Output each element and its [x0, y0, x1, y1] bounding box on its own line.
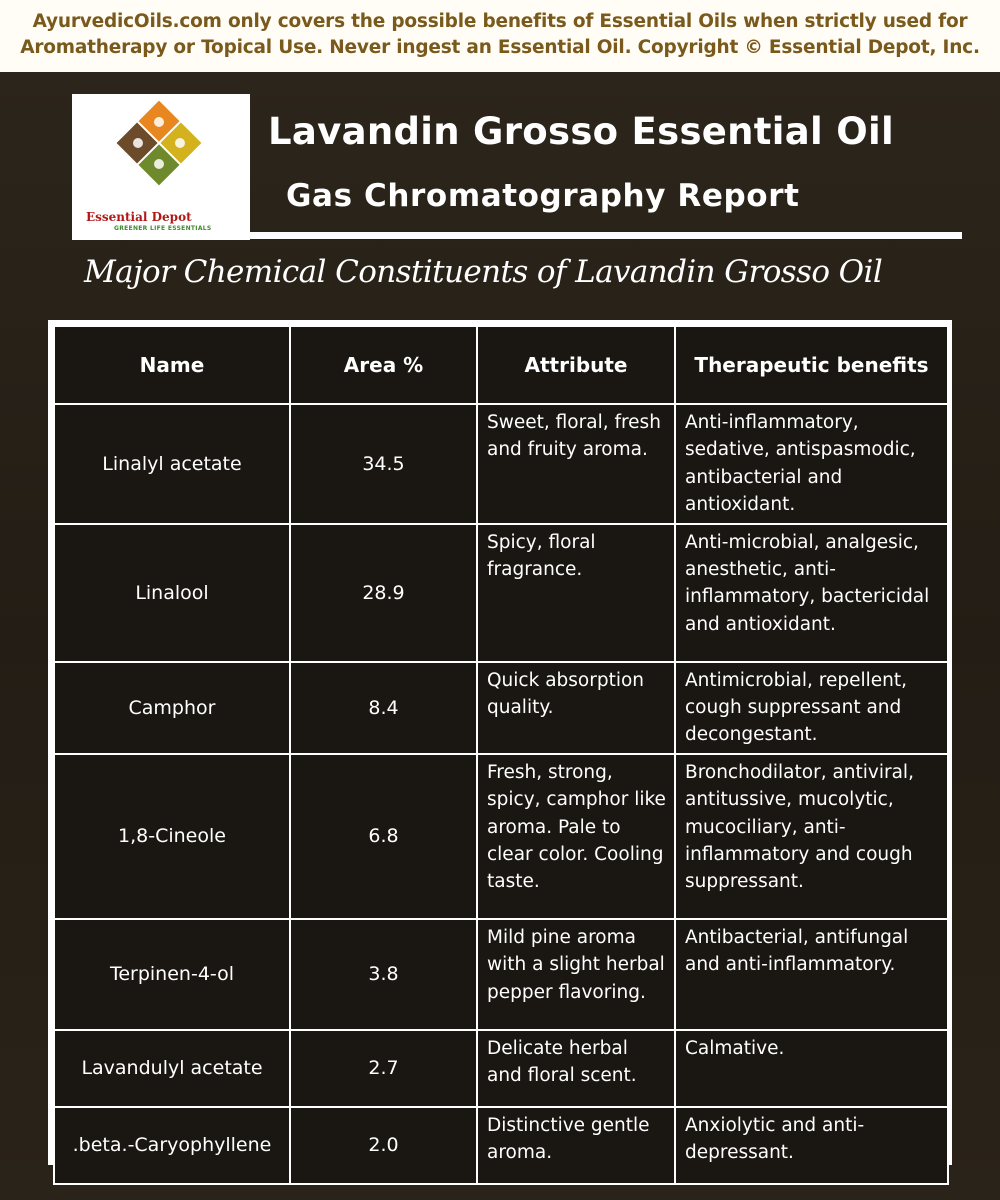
cell-attribute: Mild pine aroma with a slight herbal pepper flavoring.	[477, 919, 675, 1030]
column-header-benefits: Therapeutic benefits	[675, 326, 948, 404]
cell-area: 2.7	[290, 1030, 477, 1107]
table-row	[54, 662, 948, 754]
constituents-table-frame	[48, 320, 952, 1165]
cell-benefits: Calmative.	[675, 1030, 948, 1107]
column-header-area: Area %	[290, 326, 477, 404]
column-header-attribute: Attribute	[477, 326, 675, 404]
page-title: Lavandin Grosso Essential Oil	[268, 110, 894, 153]
cell-attribute: Quick absorption quality.	[477, 662, 675, 754]
cell-benefits: Antibacterial, antifungal and anti-inflammatory.	[675, 919, 948, 1030]
disclaimer-line-1: AyurvedicOils.com only covers the possible benefits of Essential Oils when strictly used for	[32, 11, 968, 32]
table-row	[54, 1030, 948, 1107]
cell-name: Linalool	[54, 524, 290, 662]
cell-benefits: Bronchodilator, antiviral, antitussive, mucolytic, mucociliary, anti-inflammatory and cough suppressant.	[675, 754, 948, 919]
table-row	[54, 524, 948, 662]
page-subtitle: Gas Chromatography Report	[286, 178, 800, 214]
section-title: Major Chemical Constituents of Lavandin Grosso Oil	[84, 254, 883, 290]
cell-name: Linalyl acetate	[54, 404, 290, 524]
cell-benefits: Antimicrobial, repellent, cough suppressant and decongestant.	[675, 662, 948, 754]
header-divider	[250, 232, 962, 239]
cell-attribute: Delicate herbal and floral scent.	[477, 1030, 675, 1107]
cell-area: 2.0	[290, 1107, 477, 1184]
logo-tagline: GREENER LIFE ESSENTIALS	[114, 225, 212, 232]
cell-benefits: Anxiolytic and anti-depressant.	[675, 1107, 948, 1184]
essential-depot-logo	[72, 94, 250, 240]
cell-name: Terpinen-4-ol	[54, 919, 290, 1030]
cell-name: Camphor	[54, 662, 290, 754]
cell-attribute: Distinctive gentle aroma.	[477, 1107, 675, 1184]
cell-benefits: Anti-inflammatory, sedative, antispasmodic, antibacterial and antioxidant.	[675, 404, 948, 524]
cell-name: 1,8-Cineole	[54, 754, 290, 919]
cell-attribute: Sweet, floral, fresh and fruity aroma.	[477, 404, 675, 524]
cell-attribute: Fresh, strong, spicy, camphor like aroma. Pale to clear color. Cooling taste.	[477, 754, 675, 919]
cell-area: 3.8	[290, 919, 477, 1030]
disclaimer-banner	[0, 0, 1000, 72]
cell-area: 28.9	[290, 524, 477, 662]
disclaimer-line-2: Aromatherapy or Topical Use. Never ingest an Essential Oil. Copyright © Essential Depot, Inc.	[20, 37, 980, 58]
constituents-table	[53, 325, 949, 1185]
report-panel	[0, 72, 1000, 1200]
cell-name: Lavandulyl acetate	[54, 1030, 290, 1107]
cell-area: 6.8	[290, 754, 477, 919]
column-header-name: Name	[54, 326, 290, 404]
table-row	[54, 919, 948, 1030]
logo-brand-text: Essential Depot	[86, 210, 192, 224]
logo-diamond-icon	[112, 96, 206, 190]
cell-benefits: Anti-microbial, analgesic, anesthetic, anti-inflammatory, bactericidal and antioxidant.	[675, 524, 948, 662]
cell-attribute: Spicy, floral fragrance.	[477, 524, 675, 662]
table-row	[54, 1107, 948, 1184]
table-row	[54, 404, 948, 524]
table-row	[54, 754, 948, 919]
cell-area: 8.4	[290, 662, 477, 754]
table-header-row	[54, 326, 948, 404]
cell-name: .beta.-Caryophyllene	[54, 1107, 290, 1184]
cell-area: 34.5	[290, 404, 477, 524]
